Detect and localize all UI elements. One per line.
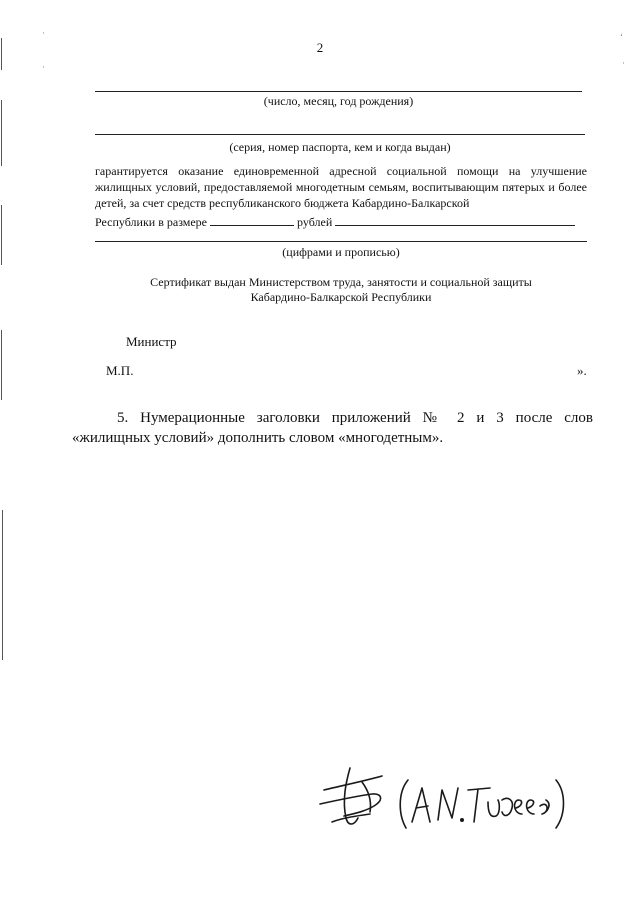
closing-quote: ». [577, 363, 587, 378]
scan-margin-mark [1, 330, 2, 400]
scan-speck: · [42, 28, 45, 38]
issued-by-line-1: Сертификат выдан Министерством труда, занятости и социальной защиты [150, 275, 532, 289]
handwritten-signature [312, 760, 572, 840]
scan-margin-mark [1, 100, 2, 166]
scan-margin-mark [2, 510, 3, 660]
passport-caption: (серия, номер паспорта, кем и когда выдан) [229, 140, 451, 154]
scan-speck: · [42, 62, 45, 72]
signature-graphic [312, 760, 572, 840]
amendment-text: 5. Нумерационные заголовки приложений № 2 и 3 после слов «жилищных условий» дополнить словом «многодетным». [72, 410, 593, 446]
scan-margin-mark [1, 205, 2, 265]
amount-words-line [95, 241, 587, 242]
scan-speck: · [622, 58, 625, 68]
issued-by-line-2: Кабардино-Балкарской Республики [250, 290, 432, 304]
stamp-label: М.П. [106, 363, 134, 378]
birth-date-line [95, 91, 582, 92]
minister-label: Министр [126, 334, 177, 349]
amount-caption: (цифрами и прописью) [282, 245, 400, 259]
amount-currency: рублей [297, 215, 333, 229]
amount-figure-blank [210, 214, 294, 226]
passport-line [95, 134, 585, 135]
guarantee-paragraph: гарантируется оказание единовременной адресной социальной помощи на улучшение жилищных условий, предоставляемой многодетным семьям, воспитывающим пятерых и более детей, за счет средств республиканского бюджета Кабардино-Балкарской [95, 164, 587, 210]
scan-speck: ʻ [620, 32, 623, 42]
amount-line [95, 214, 587, 230]
page-number: 2 [316, 40, 324, 55]
birth-date-caption: (число, месяц, год рождения) [263, 94, 414, 108]
amendment-paragraph [72, 408, 593, 448]
amount-words-blank [335, 214, 575, 226]
amount-prefix: Республики в размере [95, 215, 208, 229]
